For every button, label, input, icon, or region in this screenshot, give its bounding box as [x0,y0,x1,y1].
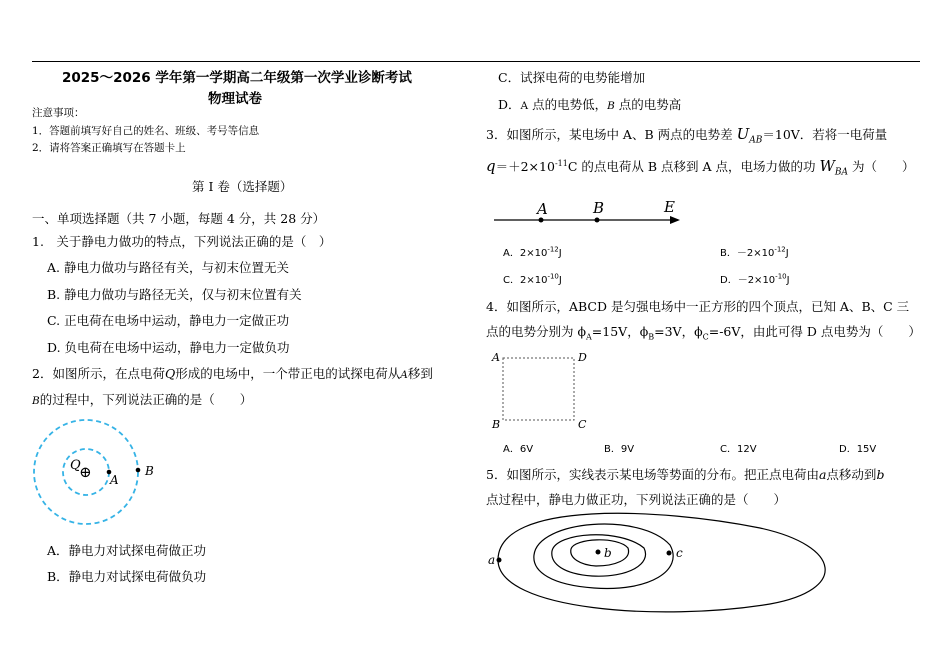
exam-title: 2025～2026 学年第一学期高二年级第一次学业诊断考试 [62,70,412,86]
q4-option-c: C．12V [720,444,757,455]
q4-stem-line1: 4．如图所示，ABCD 是匀强电场中一正方形的四个顶点，已知 A、B、C 三 [486,299,910,314]
q2-positive-charge-icon: ⊕ [79,463,92,481]
q5-label-a: a [488,553,496,567]
q2-option-b: B．静电力对试探电荷做负功 [47,569,207,584]
q2-label-b: B [145,464,154,478]
section-part: 一、单项选择题（共 7 小题，每题 4 分，共 28 分） [32,211,326,226]
q2-stem-line1: 2．如图所示，在点电荷Q形成的电场中，一个带正电的试探电荷从A移到 [32,366,433,381]
q4-label-b: B [492,418,501,431]
q2-option-d: D．A 点的电势低，B 点的电势高 [498,97,682,112]
q5-point-c [667,551,672,556]
q5-equipotential-outer [498,513,825,612]
q4-label-c: C [578,418,587,431]
q3-option-d: D．$-2\times 10^{-10}J$ [720,272,790,286]
q3-label-e: E [664,198,675,216]
q3-stem-line1: 3．如图所示，某电场中 A、B 两点的电势差 $U_{AB}=10V$．若将一电荷量 [486,125,888,146]
q2-option-a: A．静电力对试探电荷做正功 [47,543,207,558]
q4-option-b: B．9V [604,444,635,455]
q5-label-b: b [604,546,612,560]
q3-option-c: C．$2\times 10^{-10}J$ [503,272,562,286]
q3-label-a: A [537,200,548,218]
q4-option-a: A．6V [503,444,534,455]
q5-stem-line2: 点过程中，静电力做正功，下列说法正确的是（ ） [486,492,787,507]
q5-stem-line1: 5．如图所示，实线表示某电场等势面的分布。把正点电荷由a点移动到b [486,467,885,482]
q1-option-c: C. 正电荷在电场中运动，静电力一定做正功 [47,313,290,328]
notes-item-1: 1．答题前填写好自己的姓名、班级、考号等信息 [32,125,260,137]
q1-stem: 1. 关于静电力做功的特点，下列说法正确的是（ ） [32,234,332,249]
q3-label-b: B [593,199,605,217]
section-title: 第 I 卷（选择题） [192,179,293,194]
q4-stem-line2: 点的电势分别为 $\phi_A=15V$，$\phi_B=3V$，$\phi_C=-6V$，由此可得 D 点电势为（ ） [486,324,921,342]
q2-option-c: C．试探电荷的电势能增加 [498,70,646,85]
q1-option-b: B. 静电力做功与路径无关，仅与初末位置有关 [47,287,302,302]
notes-heading: 注意事项： [32,107,85,119]
q5-label-c: c [676,546,683,560]
q3-option-b: B．$-2\times 10^{-12}J$ [720,245,789,259]
q5-point-a [497,558,502,563]
q2-label-q: Q [70,458,81,473]
q2-label-a: A [110,473,119,487]
q5-equipotential-3 [552,535,646,576]
exam-subtitle: 物理试卷 [208,91,262,107]
notes-item-2: 2．请将答案正确填写在答题卡上 [32,142,186,154]
q3-option-a: A．$2\times 10^{-12}J$ [503,245,562,259]
q2-stem-line2: B的过程中，下列说法正确的是（ ） [32,392,253,407]
q3-stem-line2: $q=+2\times 10^{-11}C$ 的点电荷从 B 点移到 A 点，电场力做的功 $W_{BA}$ 为（ ） [486,157,915,178]
q4-label-d: D [578,351,587,364]
q1-option-d: D. 负电荷在电场中运动，静电力一定做负功 [47,340,290,355]
q1-option-a: A. 静电力做功与路径有关，与初末位置无关 [47,260,289,275]
q5-point-b [596,550,601,555]
q4-label-a: A [492,351,500,364]
q4-option-d: D．15V [839,444,877,455]
